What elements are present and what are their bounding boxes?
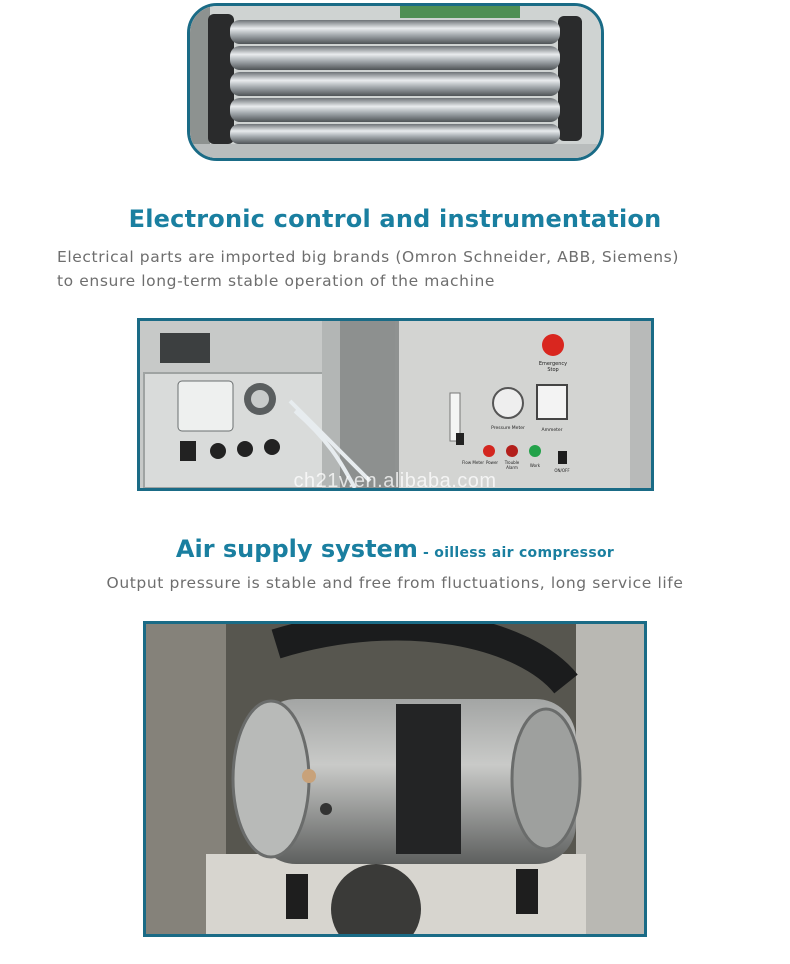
- label-trouble-alarm: Trouble: [504, 460, 520, 465]
- ozone-tubes-photo: [187, 3, 604, 161]
- section-title-electronic-control: Electronic control and instrumentation: [128, 205, 662, 233]
- label-flow-meter: Flow Meter: [462, 460, 484, 465]
- description-line-2: to ensure long-term stable operation of the machine: [57, 272, 496, 290]
- description-line-1: Electrical parts are imported big brands (Omron Schneider, ABB, Siemens): [57, 248, 679, 266]
- label-trouble-alarm-2: Alarm: [506, 465, 518, 470]
- air-compressor-illustration: [146, 624, 644, 934]
- label-pressure-meter: Pressure Meter: [491, 426, 525, 431]
- label-emergency-stop: Emergency: [538, 361, 568, 367]
- label-power: Power: [485, 460, 499, 465]
- section-title-air-supply-main: Air supply system: [175, 535, 418, 563]
- label-emergency-stop-2: Stop: [547, 367, 559, 373]
- label-ammeter: Ammeter: [541, 428, 563, 433]
- label-on-off: ON/OFF: [554, 468, 570, 473]
- section-description-air-supply: Output pressure is stable and free from fluctuations, long service life: [106, 574, 684, 592]
- section-description-electronic-control: [57, 245, 757, 293]
- electrical-panel-photo: [137, 318, 654, 491]
- watermark: ch21v.en.alibaba.com: [293, 470, 497, 492]
- section-title-air-supply-sub: - oilless air compressor: [417, 545, 615, 561]
- section-title-air-supply: [0, 535, 790, 563]
- electrical-panel-illustration: [140, 321, 651, 488]
- ozone-tubes-illustration: [190, 6, 601, 158]
- label-work: Work: [529, 463, 541, 468]
- air-compressor-photo: [143, 621, 647, 937]
